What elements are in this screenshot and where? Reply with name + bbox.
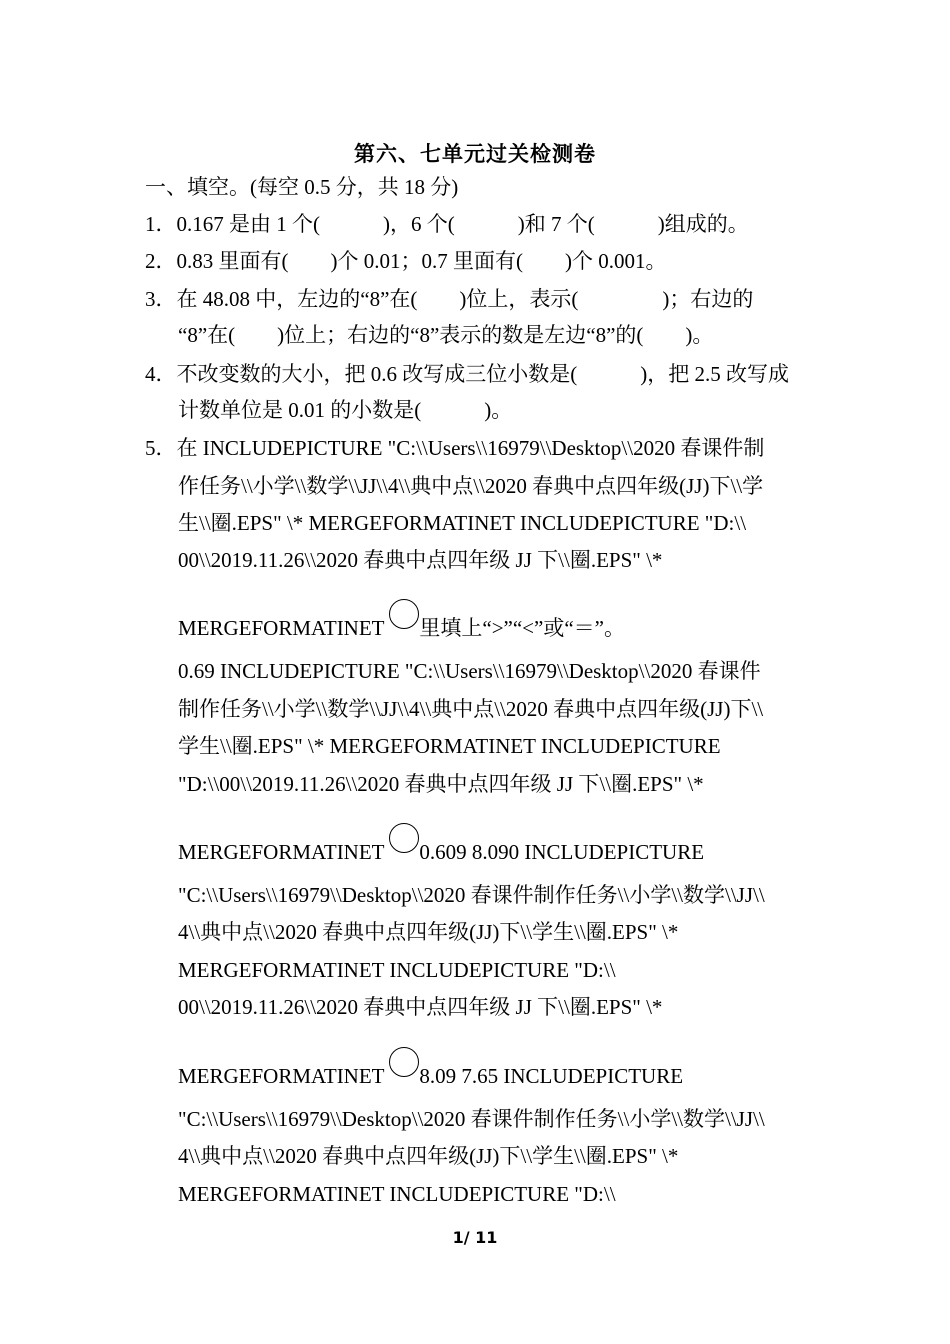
comparison-2-line-2: 4\\典中点\\2020 春典中点四年级(JJ)下\\学生\\圈.EPS" \* (178, 920, 679, 944)
comparison-3-line-2: 4\\典中点\\2020 春典中点四年级(JJ)下\\学生\\圈.EPS" \* (178, 1144, 679, 1168)
comparison-1-line-4: "D:\\00\\2019.11.26\\2020 春典中点四年级 JJ 下\\圈.EPS" \* (178, 772, 704, 796)
comparison-values: 0.609 8.090 INCLUDEPICTURE (419, 840, 705, 864)
field-code-text: MERGEFORMATINET (178, 840, 390, 864)
field-code-text: MERGEFORMATINET (178, 1064, 390, 1088)
question-3-line-2: “8”在( )位上；右边的“8”表示的数是左边“8”的( )。 (178, 323, 714, 347)
circle-placeholder (389, 823, 419, 853)
question-5-line-1: 5．在 INCLUDEPICTURE "C:\\Users\\16979\\Desktop\\2020 春课件制 (145, 436, 765, 460)
comparison-1-line-5 (178, 833, 704, 866)
section-heading: 一、填空。(每空 0.5 分，共 18 分) (145, 175, 459, 199)
comparison-2-line-3: MERGEFORMATINET INCLUDEPICTURE "D:\\ (178, 958, 616, 982)
comparison-1-line-2: 制作任务\\小学\\数学\\JJ\\4\\典中点\\2020 春典中点四年级(JJ)下\\ (178, 697, 764, 721)
comparison-2-line-5 (178, 1057, 683, 1090)
comparison-1-line-3: 学生\\圈.EPS" \* MERGEFORMATINET INCLUDEPICTURE (178, 734, 721, 758)
question-3-line-1: 3．在 48.08 中，左边的“8”在( )位上，表示( )；右边的 (145, 287, 754, 311)
question-1: 1．0.167 是由 1 个( )，6 个( )和 7 个( )组成的。 (145, 212, 749, 236)
question-5-line-5 (178, 609, 625, 642)
circle-placeholder (389, 599, 419, 629)
comparison-1-line-1: 0.69 INCLUDEPICTURE "C:\\Users\\16979\\Desktop\\2020 春课件 (178, 659, 761, 683)
field-code-text: MERGEFORMATINET (178, 616, 390, 640)
question-4-line-1: 4．不改变数的大小，把 0.6 改写成三位小数是( )，把 2.5 改写成 (145, 362, 789, 386)
comparison-2-line-4: 00\\2019.11.26\\2020 春典中点四年级 JJ 下\\圈.EPS" \* (178, 995, 663, 1019)
comparison-3-line-1: "C:\\Users\\16979\\Desktop\\2020 春课件制作任务\\小学\\数学\\JJ\\ (178, 1107, 765, 1131)
page-number: 1/ 11 (452, 1228, 498, 1247)
question-5-line-2: 作任务\\小学\\数学\\JJ\\4\\典中点\\2020 春典中点四年级(JJ)下\\学 (178, 474, 764, 498)
circle-placeholder (389, 1047, 419, 1077)
question-5-line-3: 生\\圈.EPS" \* MERGEFORMATINET INCLUDEPICTURE "D:\\ (178, 511, 747, 535)
question-4-line-2: 计数单位是 0.01 的小数是( )。 (178, 398, 513, 422)
instruction-text: 里填上“>”“<”或“＝”。 (419, 616, 625, 640)
comparison-values: 8.09 7.65 INCLUDEPICTURE (419, 1064, 684, 1088)
comparison-2-line-1: "C:\\Users\\16979\\Desktop\\2020 春课件制作任务\\小学\\数学\\JJ\\ (178, 883, 765, 907)
question-2: 2．0.83 里面有( )个 0.01；0.7 里面有( )个 0.001。 (145, 249, 667, 273)
page-title: 第六、七单元过关检测卷 (354, 142, 596, 166)
question-5-line-4: 00\\2019.11.26\\2020 春典中点四年级 JJ 下\\圈.EPS" \* (178, 548, 663, 572)
comparison-3-line-3: MERGEFORMATINET INCLUDEPICTURE "D:\\ (178, 1182, 616, 1206)
